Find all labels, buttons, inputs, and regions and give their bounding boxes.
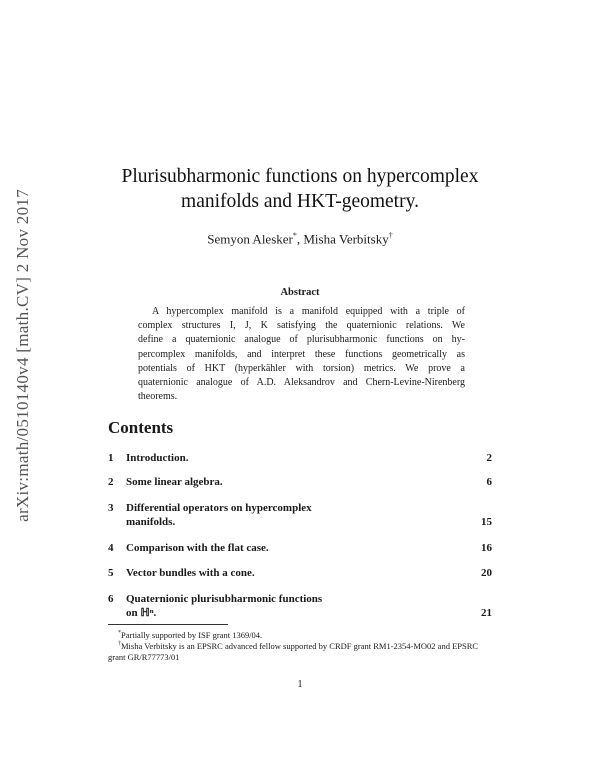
toc-entry-page: 2 [486,452,492,464]
toc-entry-vector-bundles[interactable] [108,566,492,580]
footnote-2-text: Misha Verbitsky is an EPSRC advanced fellow supported by CRDF grant RM1-2354-MO02 and EPSRC grant GR/R77773/01 [108,640,479,662]
toc-entry-number: 5 [108,567,114,579]
toc-entry-number: 3 [108,502,114,514]
abstract-line: theorems. [138,391,178,403]
toc-entry-introduction[interactable] [108,451,492,465]
abstract-line: potentials of HKT (hyperkähler with torsion) metrics. We prove a [138,362,465,374]
toc-entry-number: 4 [108,542,114,554]
abstract-body [138,305,465,404]
toc-entry-title: Some linear algebra. [126,476,223,488]
toc-entry-quaternionic-psh[interactable] [108,592,492,620]
paper-title-line-2: manifolds and HKT-geometry. [181,191,419,212]
author-separator: , [296,231,304,247]
abstract-line: complex structures I, J, K satisfying the quaternionic relations. We [138,320,465,332]
toc-entry-number: 6 [108,593,114,605]
abstract-line: A hypercomplex manifold is a manifold equipped with a triple of [152,306,465,317]
toc-entry-title-continued: on ℍⁿ. [126,607,157,619]
toc-entry-differential-operators[interactable] [108,501,492,529]
toc-entry-page: 16 [481,542,492,554]
toc-entry-page: 21 [481,607,492,619]
abstract-line: define a quaternionic analogue of plurisubharmonic functions on hy- [138,334,465,346]
toc-entry-number: 2 [108,476,114,488]
toc-entry-flat-case[interactable] [108,541,492,555]
paper-title-line-1: Plurisubharmonic functions on hypercomplex [121,166,479,187]
author-1-footnote-mark: * [292,231,297,240]
footnote-1-text: Partially supported by ISF grant 1369/04. [121,629,263,640]
contents-heading: Contents [108,418,174,437]
author-2-footnote-mark: † [388,231,393,240]
authors [100,231,500,247]
footnote-2-mark: † [118,641,121,647]
toc-entry-number: 1 [108,452,114,464]
footnote-2 [108,639,494,663]
abstract-line: percomplex manifolds, and interpret these functions geometrically as [138,348,465,360]
toc-entry-page: 6 [486,476,492,488]
abstract-line: quaternionic analogue of A.D. Aleksandrov and Chern-Levine-Nirenberg [138,377,465,389]
toc-entry-title: Comparison with the flat case. [126,542,269,554]
toc-entry-title: Differential operators on hypercomplex [126,502,312,514]
toc-entry-linear-algebra[interactable] [108,475,492,489]
footnote-1-mark: * [118,630,121,636]
toc-entry-page: 20 [481,567,492,579]
toc-entry-title: Vector bundles with a cone. [126,567,255,579]
toc-entry-page: 15 [481,516,492,528]
author-2: Misha Verbitsky [303,231,389,247]
toc-entry-title-continued: manifolds. [126,516,176,528]
toc-entry-title: Introduction. [126,452,189,464]
author-1: Semyon Alesker [207,231,293,247]
toc-entry-title: Quaternionic plurisubharmonic functions [126,593,323,605]
arxiv-stamp-text: arXiv:math/0510140v4 [math.CV] 2 Nov 2017 [13,188,32,522]
page-number: 1 [297,679,303,690]
footnote-rule [108,624,228,625]
abstract-heading: Abstract [280,287,320,298]
arxiv-stamp [8,160,38,550]
paper-title [100,164,500,214]
